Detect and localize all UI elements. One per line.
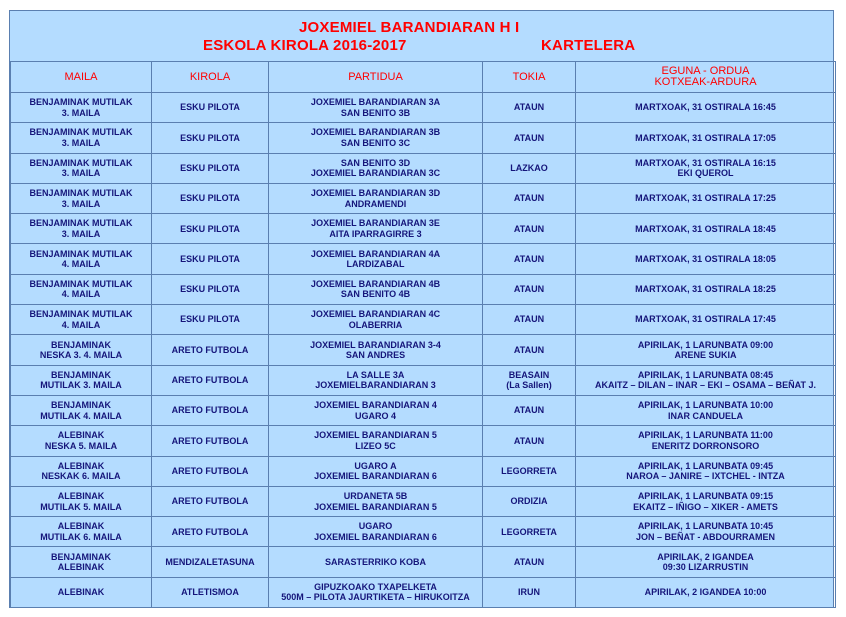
cell-tokia (483, 214, 576, 244)
cell-maila-line: BENJAMINAK (50, 369, 111, 380)
cell-partidua-line: JOXEMIEL BARANDIARAN 4B (310, 278, 441, 289)
cell-eguna-line: APIRILAK, 1 LARUNBATA 10:00 (637, 400, 774, 411)
cell-eguna (576, 517, 836, 547)
cell-eguna (576, 335, 836, 365)
cell-tokia (483, 456, 576, 486)
cell-maila (11, 183, 152, 213)
cell-eguna (576, 395, 836, 425)
cell-partidua-line: JOXEMIEL BARANDIARAN 3D (310, 188, 441, 199)
cell-partidua (269, 274, 483, 304)
cell-partidua (269, 517, 483, 547)
cell-partidua-line: SAN BENITO 3C (340, 137, 411, 148)
cell-partidua-line: JOXEMIEL BARANDIARAN 3E (311, 218, 440, 229)
cell-partidua-line: JOXEMIEL BARANDIARAN 4C (310, 309, 441, 320)
cell-partidua (269, 183, 483, 213)
cell-eguna-line: MARTXOAK, 31 OSTIRALA 18:25 (635, 284, 776, 295)
cell-eguna-line: JON – BEÑAT - ABDOURRAMEN (635, 531, 775, 542)
table-row (11, 456, 836, 486)
cell-tokia-line: ATAUN (513, 314, 545, 325)
school-title: JOXEMIEL BARANDIARAN H I (299, 19, 520, 36)
cell-partidua-line: GIPUZKOAKO TXAPELKETA (314, 581, 437, 592)
cell-partidua (269, 335, 483, 365)
cell-partidua-line: SAN ANDRES (345, 350, 406, 361)
cell-maila-line: MUTILAK 6. MAILA (40, 531, 122, 542)
cell-tokia (483, 395, 576, 425)
cell-partidua (269, 577, 483, 607)
cell-tokia-line: ATAUN (513, 253, 545, 264)
cell-maila (11, 426, 152, 456)
cell-maila-line: BENJAMINAK MUTILAK (29, 188, 133, 199)
cell-maila-line: BENJAMINAK MUTILAK (29, 218, 133, 229)
cell-partidua-line: SARASTERRIKO KOBA (324, 556, 426, 567)
cell-eguna (576, 214, 836, 244)
table-row (11, 365, 836, 395)
cell-kirola: ESKU PILOTA (152, 123, 269, 153)
cell-kirola: ARETO FUTBOLA (152, 486, 269, 516)
cell-partidua (269, 153, 483, 183)
cell-tokia (483, 547, 576, 577)
cell-partidua (269, 486, 483, 516)
cell-maila (11, 335, 152, 365)
cell-partidua-line: 500M – PILOTA JAURTIKETA – HIRUKOITZA (281, 592, 470, 603)
cell-kirola: ESKU PILOTA (152, 214, 269, 244)
cell-maila-line: NESKA 5. MAILA (44, 440, 118, 451)
cell-eguna-line: NAROA – JANIRE – IXTCHEL - INTZA (626, 471, 785, 482)
cell-eguna-line: 09:30 LIZARRUSTIN (662, 562, 749, 573)
cell-eguna-line: MARTXOAK, 31 OSTIRALA 18:45 (635, 223, 776, 234)
cell-maila (11, 93, 152, 123)
table-row (11, 93, 836, 123)
cell-partidua-line: JOXEMIELBARANDIARAN 3 (315, 380, 436, 391)
cell-eguna-line: MARTXOAK, 31 OSTIRALA 17:25 (635, 193, 776, 204)
cell-eguna (576, 183, 836, 213)
table-row (11, 486, 836, 516)
cell-tokia (483, 93, 576, 123)
cell-eguna (576, 456, 836, 486)
cell-maila-line: BENJAMINAK MUTILAK (29, 309, 133, 320)
cell-tokia-line: ATAUN (513, 223, 545, 234)
schedule-sheet (9, 10, 834, 608)
cell-partidua-line: UGARO A (354, 460, 397, 471)
cell-eguna (576, 305, 836, 335)
cell-partidua (269, 123, 483, 153)
cell-maila (11, 153, 152, 183)
cell-maila (11, 244, 152, 274)
table-header-row (11, 62, 836, 93)
cell-kirola: ARETO FUTBOLA (152, 517, 269, 547)
cell-tokia (483, 274, 576, 304)
header-eguna (576, 62, 836, 93)
cell-partidua-line: JOXEMIEL BARANDIARAN 4A (310, 248, 441, 259)
cell-maila-line: ALEBINAK (57, 562, 105, 573)
cell-tokia-line: ATAUN (513, 556, 545, 567)
header-kotxeak-line: KOTXEAK-ARDURA (654, 76, 757, 88)
cell-partidua (269, 93, 483, 123)
cell-eguna (576, 244, 836, 274)
cell-maila (11, 486, 152, 516)
cell-maila-line: 4. MAILA (61, 289, 101, 300)
cell-kirola: ARETO FUTBOLA (152, 426, 269, 456)
cell-eguna (576, 274, 836, 304)
cell-kirola: MENDIZALETASUNA (152, 547, 269, 577)
season-title: ESKOLA KIROLA 2016-2017 (203, 37, 407, 54)
cell-eguna-line: APIRILAK, 1 LARUNBATA 08:45 (637, 369, 774, 380)
cell-kirola: ESKU PILOTA (152, 183, 269, 213)
cell-kirola: ESKU PILOTA (152, 244, 269, 274)
cell-eguna-line: INAR CANDUELA (668, 410, 743, 421)
table-row (11, 183, 836, 213)
cell-maila-line: BENJAMINAK (50, 339, 111, 350)
cell-partidua-line: JOXEMIEL BARANDIARAN 6 (314, 471, 437, 482)
cell-partidua-line: ANDRAMENDI (344, 198, 407, 209)
cell-maila-line: BENJAMINAK MUTILAK (29, 248, 133, 259)
cell-tokia-line: ATAUN (513, 405, 545, 416)
cell-eguna (576, 547, 836, 577)
cell-eguna-line: EKAITZ – IÑIGO – XIKER - AMETS (633, 501, 778, 512)
cell-maila-line: 3. MAILA (61, 228, 101, 239)
cell-partidua-line: URDANETA 5B (343, 491, 408, 501)
cell-maila-line: MUTILAK 5. MAILA (40, 501, 122, 512)
cell-maila (11, 365, 152, 395)
cell-tokia-line: ATAUN (513, 132, 545, 143)
cell-maila-line: BENJAMINAK MUTILAK (29, 278, 133, 289)
table-row (11, 547, 836, 577)
cell-partidua-line: SAN BENITO 4B (340, 289, 411, 300)
cell-eguna-line: APIRILAK, 2 IGANDEA 10:00 (644, 587, 767, 598)
cell-eguna-line: ENERITZ DORRONSORO (651, 440, 760, 451)
cell-tokia (483, 123, 576, 153)
cell-partidua-line: JOXEMIEL BARANDIARAN 5 (314, 501, 437, 512)
cell-partidua-line: UGARO 4 (354, 410, 396, 421)
table-row (11, 335, 836, 365)
table-row (11, 395, 836, 425)
schedule-table (10, 61, 836, 608)
cell-eguna (576, 486, 836, 516)
title-band (10, 11, 833, 61)
cell-partidua-line: SAN BENITO 3B (340, 107, 411, 118)
cell-partidua-line: UGARO (358, 521, 393, 532)
table-row (11, 123, 836, 153)
cell-tokia (483, 365, 576, 395)
cell-partidua (269, 547, 483, 577)
cell-eguna-line: AKAITZ – DILAN – INAR – EKI – OSAMA – BEÑAT J. (594, 380, 817, 391)
cell-tokia-line: ORDIZIA (510, 496, 548, 507)
cell-partidua-line: OLABERRIA (348, 319, 403, 330)
cell-maila (11, 274, 152, 304)
table-row (11, 426, 836, 456)
cell-eguna-line: MARTXOAK, 31 OSTIRALA 16:15 (635, 157, 776, 168)
cell-tokia (483, 244, 576, 274)
cell-maila-line: BENJAMINAK MUTILAK (29, 97, 133, 108)
cell-partidua-line: JOXEMIEL BARANDIARAN 3B (310, 127, 441, 138)
cell-maila-line: BENJAMINAK MUTILAK (29, 157, 133, 168)
cell-eguna (576, 93, 836, 123)
cell-eguna-line: APIRILAK, 1 LARUNBATA 09:00 (637, 339, 774, 350)
cell-eguna-line: MARTXOAK, 31 OSTIRALA 17:05 (635, 132, 776, 143)
cell-kirola: ARETO FUTBOLA (152, 395, 269, 425)
cell-eguna-line: APIRILAK, 1 LARUNBATA 09:45 (637, 460, 774, 471)
cell-tokia (483, 577, 576, 607)
kartelera-title: KARTELERA (541, 37, 636, 54)
cell-tokia-line: ATAUN (513, 435, 545, 446)
cell-eguna (576, 365, 836, 395)
cell-partidua (269, 214, 483, 244)
cell-partidua-line: JOXEMIEL BARANDIARAN 4 (314, 400, 437, 411)
cell-partidua-line: SAN BENITO 3D (340, 157, 411, 168)
cell-eguna (576, 577, 836, 607)
cell-maila-line: NESKAK 6. MAILA (41, 471, 121, 482)
table-row (11, 214, 836, 244)
header-eguna-line: EGUNA - ORDUA (661, 65, 750, 77)
cell-maila (11, 214, 152, 244)
table-row (11, 517, 836, 547)
cell-partidua (269, 456, 483, 486)
cell-maila-line: 3. MAILA (61, 198, 101, 209)
cell-maila-line: ALEBINAK (57, 521, 105, 532)
cell-partidua-line: JOXEMIEL BARANDIARAN 5 (314, 430, 437, 441)
table-row (11, 244, 836, 274)
cell-maila (11, 123, 152, 153)
cell-partidua (269, 365, 483, 395)
cell-eguna-line: MARTXOAK, 31 OSTIRALA 17:45 (635, 314, 776, 325)
cell-kirola: ARETO FUTBOLA (152, 365, 269, 395)
cell-kirola: ESKU PILOTA (152, 274, 269, 304)
cell-maila-line: NESKA 3. 4. MAILA (39, 350, 123, 361)
cell-kirola: ARETO FUTBOLA (152, 456, 269, 486)
header-partidua: PARTIDUA (269, 62, 483, 93)
cell-eguna (576, 426, 836, 456)
cell-partidua-line: LIZEO 5C (355, 440, 396, 451)
cell-eguna-line: EKI QUEROL (677, 168, 734, 179)
cell-tokia (483, 517, 576, 547)
cell-tokia-line: ATAUN (513, 344, 545, 355)
cell-maila-line: ALEBINAK (57, 491, 105, 501)
cell-tokia-line: ATAUN (513, 284, 545, 295)
cell-tokia-line: IRUN (518, 587, 540, 598)
cell-tokia (483, 486, 576, 516)
header-maila: MAILA (11, 62, 152, 93)
cell-eguna-line: MARTXOAK, 31 OSTIRALA 18:05 (635, 253, 776, 264)
cell-tokia (483, 305, 576, 335)
cell-partidua (269, 305, 483, 335)
header-kirola: KIROLA (152, 62, 269, 93)
cell-maila-line: BENJAMINAK (50, 551, 111, 562)
cell-partidua (269, 395, 483, 425)
cell-partidua-line: JOXEMIEL BARANDIARAN 3C (310, 168, 441, 179)
cell-maila (11, 577, 152, 607)
cell-tokia (483, 335, 576, 365)
table-row (11, 577, 836, 607)
cell-maila-line: MUTILAK 3. MAILA (40, 380, 122, 391)
cell-maila-line: BENJAMINAK (50, 400, 111, 411)
cell-maila (11, 517, 152, 547)
cell-eguna-line: MARTXOAK, 31 OSTIRALA 16:45 (635, 102, 776, 113)
table-row (11, 274, 836, 304)
cell-partidua-line: LA SALLE 3A (346, 369, 405, 380)
cell-kirola: ATLETISMOA (152, 577, 269, 607)
table-row (11, 305, 836, 335)
cell-kirola: ARETO FUTBOLA (152, 335, 269, 365)
cell-maila-line: 4. MAILA (61, 319, 101, 330)
cell-kirola: ESKU PILOTA (152, 93, 269, 123)
cell-tokia (483, 426, 576, 456)
cell-partidua-line: JOXEMIEL BARANDIARAN 6 (314, 531, 437, 542)
cell-maila-line: 3. MAILA (61, 107, 101, 118)
cell-tokia-line: ATAUN (513, 102, 545, 113)
header-tokia: TOKIA (483, 62, 576, 93)
cell-eguna-line: APIRILAK, 1 LARUNBATA 11:00 (638, 430, 773, 441)
cell-partidua (269, 426, 483, 456)
cell-tokia (483, 183, 576, 213)
cell-tokia-line: BEASAIN (508, 369, 550, 380)
cell-maila (11, 305, 152, 335)
cell-tokia-line: LEGORRETA (501, 526, 557, 537)
cell-maila (11, 395, 152, 425)
table-row (11, 153, 836, 183)
cell-partidua (269, 244, 483, 274)
cell-eguna-line: ARENE SUKIA (674, 350, 737, 361)
cell-maila-line: 3. MAILA (61, 137, 101, 148)
cell-partidua-line: JOXEMIEL BARANDIARAN 3-4 (310, 339, 441, 350)
cell-eguna-line: APIRILAK, 1 LARUNBATA 10:45 (637, 521, 774, 532)
cell-maila-line: ALEBINAK (57, 460, 105, 471)
cell-maila-line: MUTILAK 4. MAILA (40, 410, 122, 421)
cell-maila (11, 456, 152, 486)
cell-partidua-line: LARDIZABAL (346, 259, 405, 270)
cell-eguna (576, 123, 836, 153)
cell-eguna-line: APIRILAK, 2 IGANDEA (657, 551, 754, 562)
cell-tokia-line: LEGORRETA (501, 465, 557, 476)
cell-maila-line: ALEBINAK (57, 587, 105, 598)
cell-partidua-line: JOXEMIEL BARANDIARAN 3A (310, 97, 441, 108)
cell-kirola: ESKU PILOTA (152, 153, 269, 183)
cell-tokia-line: (La Sallen) (506, 380, 552, 391)
cell-maila-line: ALEBINAK (57, 430, 105, 441)
cell-tokia (483, 153, 576, 183)
cell-tokia-line: LAZKAO (510, 162, 548, 173)
cell-eguna (576, 153, 836, 183)
cell-kirola: ESKU PILOTA (152, 305, 269, 335)
cell-partidua-line: AITA IPARRAGIRRE 3 (329, 228, 422, 239)
cell-maila-line: 3. MAILA (61, 168, 101, 179)
cell-maila-line: BENJAMINAK MUTILAK (29, 127, 133, 138)
cell-eguna-line: APIRILAK, 1 LARUNBATA 09:15 (637, 491, 774, 501)
cell-maila-line: 4. MAILA (61, 259, 101, 270)
cell-maila (11, 547, 152, 577)
cell-tokia-line: ATAUN (513, 193, 545, 204)
